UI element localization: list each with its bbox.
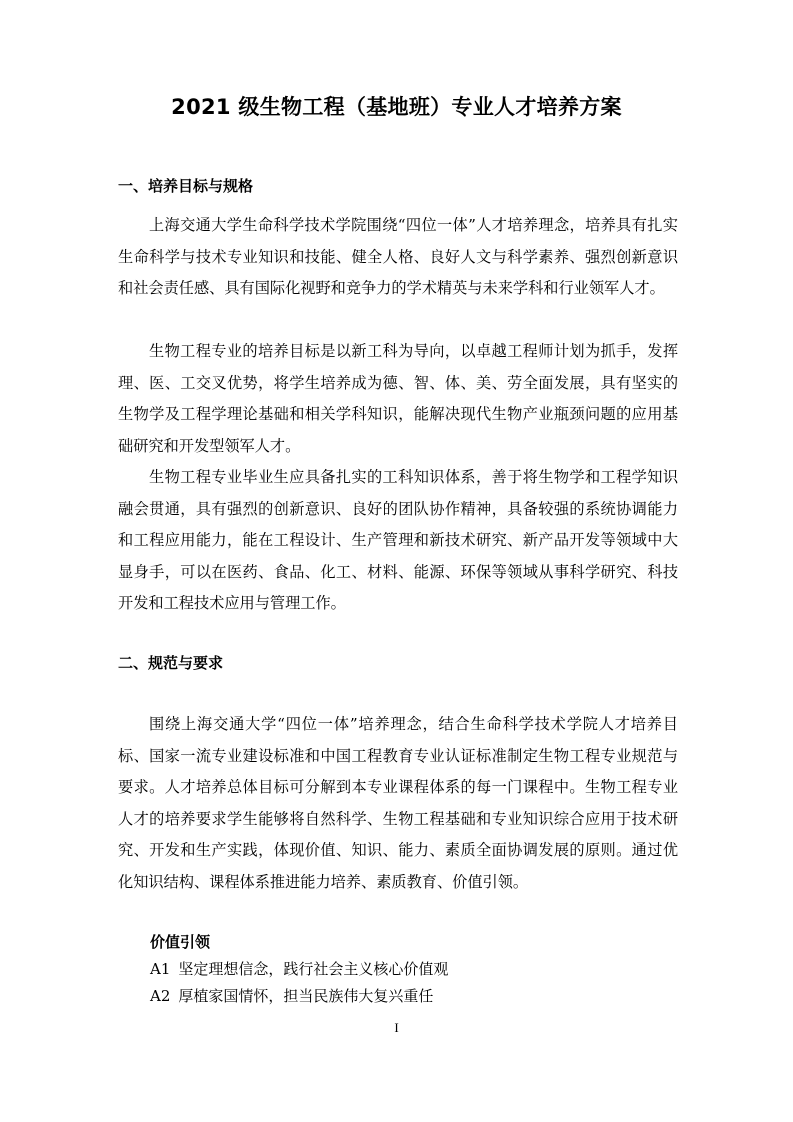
item-text: 厚植家国情怀，担当民族伟大复兴重任	[178, 987, 434, 1005]
page-number: I	[394, 1020, 399, 1035]
paragraph-goals-2: 生物工程专业的培养目标是以新工科为导向，以卓越工程师计划为抓手，发挥理、医、工交叉优势，将学生培养成为德、智、体、美、劳全面发展，具有坚实的生物学及工程学理论基础和相关学科知识，能解决现代生物产业瓶颈问题的应用基础研究和开发型领军人才。	[118, 342, 678, 455]
item-code: A2	[150, 987, 171, 1005]
paragraph-requirements-1: 围绕上海交通大学“四位一体”培养理念，结合生命科学技术学院人才培养目标、国家一流专业建设标准和中国工程教育专业认证标准制定生物工程专业规范与要求。人才培养总体目标可分解到本专业课程体系的每一门课程中。生物工程专业人才的培养要求学生能够将自然科学、生物工程基础和专业知识综合应用于技术研究、开发和生产实践，体现价值、知识、能力、素质全面协调发展的原则。通过优化知识结构、课程体系推进能力培养、素质教育、价值引领。	[118, 715, 678, 891]
paragraph-goals-3: 生物工程专业毕业生应具备扎实的工科知识体系，善于将生物学和工程学知识融会贯通，具有强烈的创新意识、良好的团队协作精神，具备较强的系统协调能力和工程应用能力，能在工程设计、生产管理和新技术研究、新产品开发等领域中大显身手，可以在医药、食品、化工、材料、能源、环保等领域从事科学研究、科技开发和工程技术应用与管理工作。	[118, 468, 678, 612]
section-heading-requirements: 二、规范与要求	[118, 654, 224, 672]
list-item	[150, 985, 433, 1007]
document-title: 2021 级生物工程（基地班）专业人才培养方案	[171, 95, 622, 119]
paragraph-goals-1: 上海交通大学生命科学技术学院围绕“四位一体”人才培养理念，培养具有扎实生命科学与技术专业知识和技能、健全人格、良好人文与科学素养、强烈创新意识和社会责任感、具有国际化视野和竞争力的学术精英与未来学科和行业领军人才。	[118, 216, 678, 297]
list-item	[150, 958, 448, 980]
subsection-heading-value-guidance: 价值引领	[150, 933, 211, 951]
item-code: A1	[150, 960, 171, 978]
item-text: 坚定理想信念，践行社会主义核心价值观	[178, 960, 449, 978]
section-heading-goals: 一、培养目标与规格	[118, 177, 254, 195]
